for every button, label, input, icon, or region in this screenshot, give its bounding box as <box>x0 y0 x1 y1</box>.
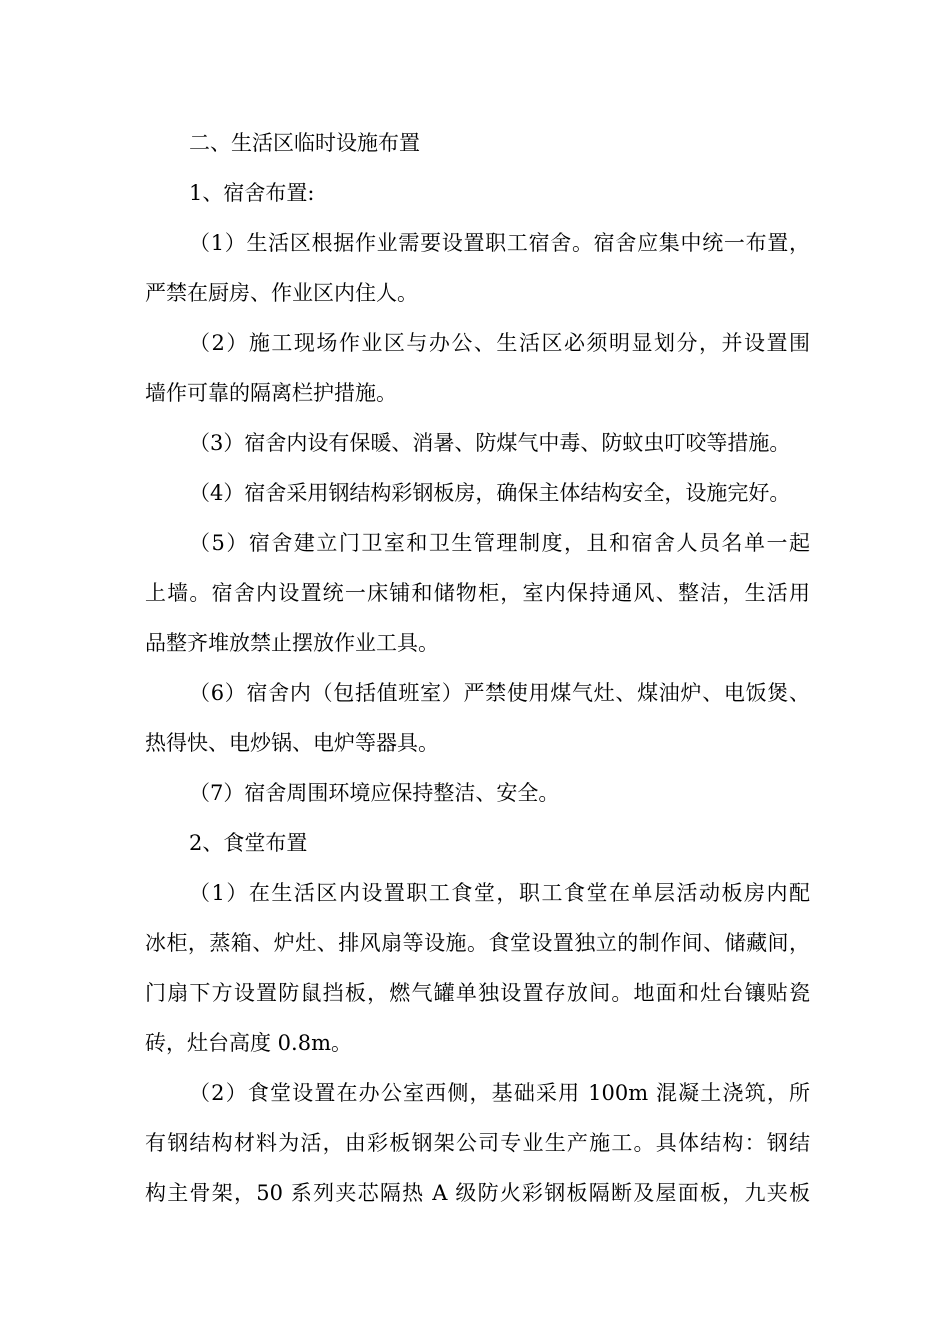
paragraph-line: 门扇下方设置防鼠挡板，燃气罐单独设置存放间。地面和灶台镶贴瓷 <box>145 981 810 1005</box>
paragraph-line: 砖，灶台高度 0.8m。 <box>145 1031 352 1055</box>
paragraph-line: （2）施工现场作业区与办公、生活区必须明显划分，并设置围 <box>189 331 810 355</box>
paragraph-line: （2）食堂设置在办公室西侧，基础采用 100m 混凝土浇筑，所 <box>189 1081 810 1105</box>
section-heading: 二、生活区临时设施布置 <box>189 131 420 155</box>
subsection-heading-canteen: 2、食堂布置 <box>189 831 308 855</box>
paragraph-line: （1）生活区根据作业需要设置职工宿舍。宿舍应集中统一布置， <box>189 231 810 255</box>
subsection-heading-dormitory: 1、宿舍布置: <box>189 181 315 205</box>
paragraph-line: 严禁在厨房、作业区内住人。 <box>145 281 418 305</box>
paragraph-line: 冰柜，蒸箱、炉灶、排风扇等设施。食堂设置独立的制作间、储藏间， <box>145 931 810 955</box>
paragraph-line: 品整齐堆放禁止摆放作业工具。 <box>145 631 439 655</box>
paragraph-line: 热得快、电炒锅、电炉等器具。 <box>145 731 439 755</box>
paragraph-line: 上墙。宿舍内设置统一床铺和储物柜，室内保持通风、整洁，生活用 <box>145 581 810 605</box>
document-body <box>145 118 810 1218</box>
paragraph-line: （6）宿舍内（包括值班室）严禁使用煤气灶、煤油炉、电饭煲、 <box>189 681 810 705</box>
paragraph-line: （1）在生活区内设置职工食堂，职工食堂在单层活动板房内配 <box>189 881 810 905</box>
paragraph-line: （5）宿舍建立门卫室和卫生管理制度，且和宿舍人员名单一起 <box>189 531 810 555</box>
paragraph-line: （7）宿舍周围环境应保持整洁、安全。 <box>189 781 560 805</box>
paragraph-line: （3）宿舍内设有保暖、消暑、防煤气中毒、防蚊虫叮咬等措施。 <box>189 431 791 455</box>
paragraph-line: （4）宿舍采用钢结构彩钢板房，确保主体结构安全，设施完好。 <box>189 481 791 505</box>
paragraph-line: 有钢结构材料为活，由彩板钢架公司专业生产施工。具体结构：钢结 <box>145 1131 810 1155</box>
paragraph-line: 墙作可靠的隔离栏护措施。 <box>145 381 397 405</box>
paragraph-line: 构主骨架，50 系列夹芯隔热 A 级防火彩钢板隔断及屋面板，九夹板 <box>145 1181 810 1205</box>
